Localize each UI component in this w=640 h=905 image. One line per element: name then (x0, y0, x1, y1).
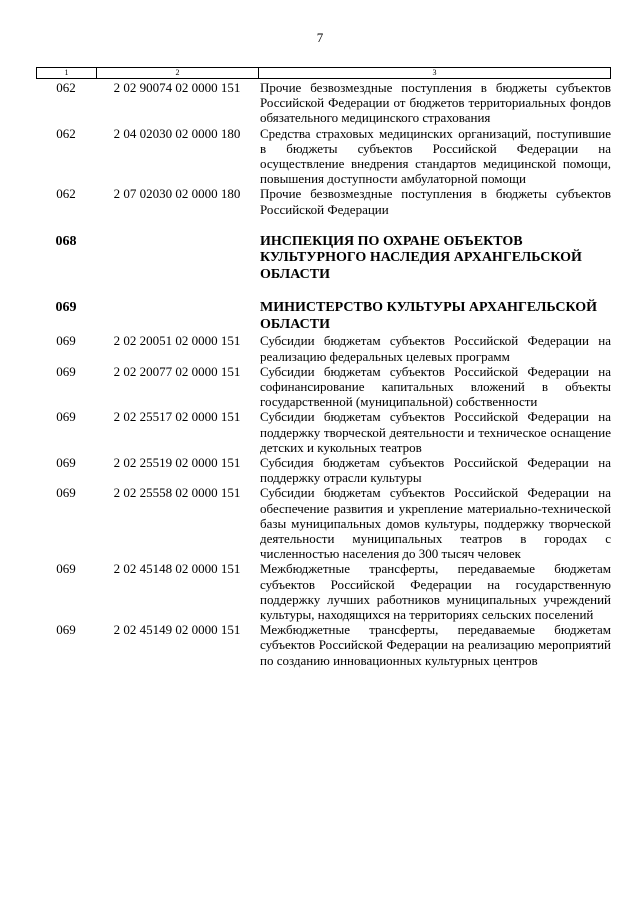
table-row (36, 485, 611, 561)
admin-code: 062 (56, 186, 76, 202)
revenue-code: 2 02 20077 02 0000 151 (113, 363, 241, 379)
revenue-code: 2 02 25517 02 0000 151 (113, 409, 241, 425)
admin-code: 069 (56, 363, 76, 379)
revenue-description: Межбюджетные трансферты, передаваемые бюджетам субъектов Российской Федерации на государственную поддержку лучших работников муниципальных учреждений культуры, находящихся на территориях сельских поселений (260, 561, 611, 622)
admin-code: 069 (56, 622, 76, 638)
revenue-code (96, 300, 258, 333)
table-row (36, 622, 611, 668)
revenue-code (96, 234, 258, 284)
admin-code: 062 (56, 80, 76, 95)
revenue-code: 2 02 20051 02 0000 151 (113, 333, 241, 349)
revenue-description: Субсидии бюджетам субъектов Российской Федерации на реализацию федеральных целевых программ (260, 333, 611, 364)
section-title: МИНИСТЕРСТВО КУЛЬТУРЫ АРХАНГЕЛЬСКОЙ ОБЛАСТИ (260, 300, 598, 332)
revenue-description: Субсидии бюджетам субъектов Российской Федерации на софинансирование капитальных вложений в объекты государственной (муниципальной) собственности (260, 363, 611, 410)
revenue-description: Субсидия бюджетам субъектов Российской Федерации на поддержку отрасли культуры (260, 454, 611, 486)
table-row (36, 364, 611, 410)
revenue-code: 2 02 45149 02 0000 151 (113, 622, 241, 638)
section-title: ИНСПЕКЦИЯ ПО ОХРАНЕ ОБЪЕКТОВ КУЛЬТУРНОГО НАСЛЕДИЯ АРХАНГЕЛЬСКОЙ ОБЛАСТИ (260, 233, 582, 282)
admin-code: 069 (56, 409, 76, 425)
revenue-code: 2 02 45148 02 0000 151 (113, 561, 241, 577)
admin-code: 069 (56, 485, 76, 501)
admin-code: 069 (55, 300, 77, 316)
section-header-row (36, 234, 611, 284)
column-1-header: 1 (37, 68, 97, 79)
revenue-description: Субсидии бюджетам субъектов Российской Федерации на поддержку творческой деятельности и техническое оснащение детских и кукольных театров (260, 409, 611, 455)
revenue-code: 2 07 02030 02 0000 180 (113, 186, 241, 202)
table-row (36, 561, 611, 622)
revenue-code: 2 02 90074 02 0000 151 (113, 80, 241, 95)
table-body (36, 80, 611, 668)
table-row (36, 455, 611, 485)
revenue-code: 2 02 25519 02 0000 151 (113, 454, 241, 470)
revenue-description: Прочие безвозмездные поступления в бюджеты субъектов Российской Федерации от бюджетов территориальных фондов обязательного медицинского страхования (260, 80, 611, 126)
revenue-code: 2 02 25558 02 0000 151 (113, 485, 241, 501)
admin-code: 062 (56, 125, 76, 141)
admin-code: 069 (56, 561, 76, 577)
revenue-description: Межбюджетные трансферты, передаваемые бюджетам субъектов Российской Федерации на реализацию мероприятий по созданию инновационных культурных центров (260, 622, 611, 668)
admin-code: 068 (55, 233, 77, 249)
column-3-header: 3 (259, 68, 611, 79)
revenue-description: Средства страховых медицинских организаций, поступившие в бюджеты субъектов Российской Федерации на осуществление внедрения стандартов медицинской помощи, повышения доступности амбулаторной помощи (260, 125, 611, 187)
table-row (36, 409, 611, 455)
section-header-row (36, 300, 611, 333)
table-row (36, 126, 611, 187)
admin-code: 069 (56, 333, 76, 349)
revenue-description: Субсидии бюджетам субъектов Российской Федерации на обеспечение развития и укрепление материально-технической базы муниципальных домов культуры, поддержку творческой деятельности муниципальных театров в городах с численностью населения до 300 тысяч человек (260, 485, 611, 562)
table-row (36, 333, 611, 363)
page-number: 7 (316, 30, 324, 45)
revenue-description: Прочие безвозмездные поступления в бюджеты субъектов Российской Федерации (260, 186, 611, 217)
table-row (36, 80, 611, 126)
column-2-header: 2 (97, 68, 259, 79)
table-row (36, 186, 611, 216)
table-header (36, 67, 611, 79)
admin-code: 069 (56, 454, 76, 470)
revenue-code: 2 04 02030 02 0000 180 (113, 125, 241, 141)
